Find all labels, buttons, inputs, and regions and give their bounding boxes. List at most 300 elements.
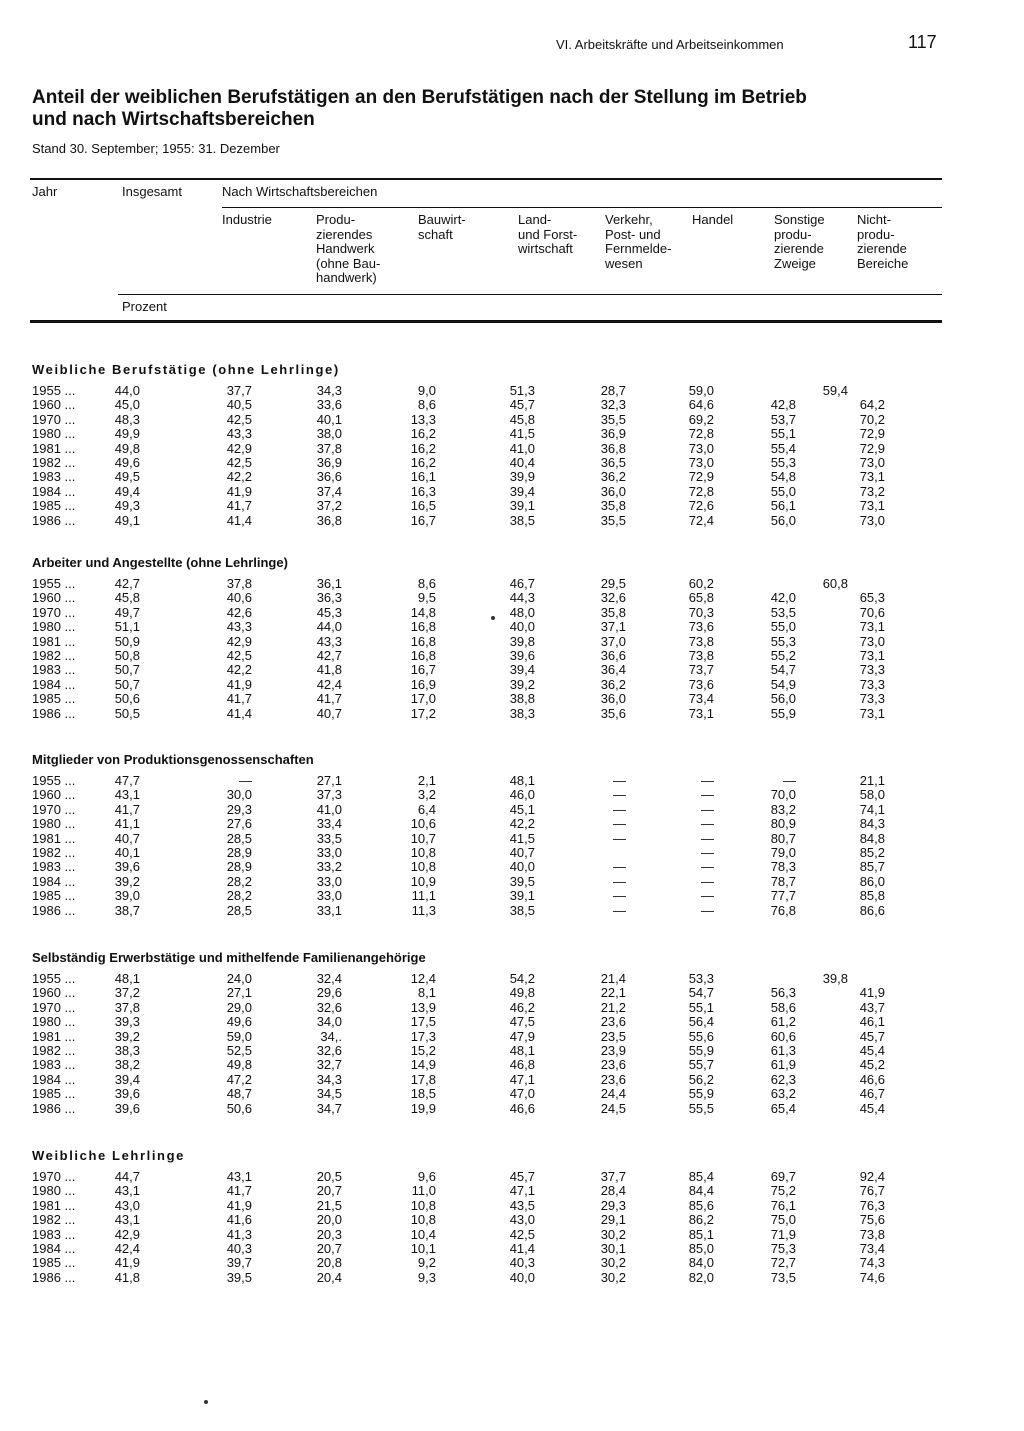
value-cell: 49,7 [114, 604, 140, 620]
value-cell: 42,4 [114, 1241, 140, 1256]
value-cell: 36,6 [316, 469, 342, 485]
value-cell: 43,7 [859, 999, 885, 1015]
value-cell: 40,3 [509, 1255, 535, 1271]
year-cell: 1984 ... [32, 676, 76, 692]
value-cell: 30,1 [600, 1241, 626, 1256]
value-cell: 39,8 [509, 633, 535, 649]
value-cell: 40,1 [114, 845, 140, 860]
value-cell: 16,5 [410, 498, 436, 514]
value-cell: 45,3 [316, 604, 342, 620]
value-cell: 43,0 [509, 1212, 535, 1228]
header-bottom-rule [30, 320, 942, 323]
value-cell: 42,9 [114, 1226, 140, 1242]
year-cell: 1984 ... [32, 873, 76, 889]
value-cell: 42,9 [226, 633, 252, 649]
section-title: Weibliche Berufstätige (ohne Lehrlinge) [32, 362, 340, 377]
value-cell: 39,6 [114, 1086, 140, 1102]
value-cell: 41,0 [316, 801, 342, 817]
value-cell: 34,5 [316, 1086, 342, 1102]
table-row [0, 514, 1024, 528]
value-cell: 30,0 [226, 787, 252, 803]
value-cell: 23,6 [600, 1071, 626, 1087]
value-cell: 37,8 [226, 576, 252, 591]
value-cell: 56,2 [688, 1071, 714, 1087]
value-cell: 41,7 [226, 498, 252, 514]
value-cell: 55,0 [770, 619, 796, 635]
value-cell: 73,1 [859, 498, 885, 514]
table-row [0, 1102, 1024, 1116]
value-cell: 39,1 [509, 498, 535, 514]
value-cell: 24,0 [226, 971, 252, 986]
year-cell: 1986 ... [32, 512, 76, 528]
value-cell: 41,7 [316, 691, 342, 707]
section-title: Arbeiter und Angestellte (ohne Lehrlinge) [32, 555, 288, 570]
value-cell: 45,7 [859, 1028, 885, 1044]
table-row [0, 485, 1024, 499]
value-cell: 73,3 [859, 676, 885, 692]
value-cell: 58,6 [770, 999, 796, 1015]
value-cell: 17,3 [410, 1028, 436, 1044]
value-cell: 49,8 [509, 985, 535, 1001]
value-cell: 84,4 [688, 1183, 714, 1199]
value-cell: 41,4 [226, 512, 252, 528]
value-cell: 53,5 [770, 604, 796, 620]
year-cell: 1986 ... [32, 705, 76, 721]
value-cell: 21,4 [600, 971, 626, 986]
value-cell: 42,6 [226, 604, 252, 620]
value-cell: 30,2 [600, 1255, 626, 1271]
year-cell: 1981 ... [32, 633, 76, 649]
value-cell: 38,5 [509, 512, 535, 528]
col-header-insgesamt: Insgesamt [122, 184, 182, 199]
table-title: Anteil der weiblichen Berufstätigen an den Berufstätigen nach der Stellung im Betrieb und nach Wirtschaftsbereichen [32, 87, 807, 130]
value-cell: 39,3 [114, 1014, 140, 1030]
value-cell: 37,8 [114, 999, 140, 1015]
value-cell: 28,4 [600, 1183, 626, 1199]
value-cell: 48,1 [509, 1043, 535, 1058]
value-cell: 56,0 [770, 691, 796, 707]
value-cell: 83,2 [770, 801, 796, 817]
value-cell: 73,8 [688, 648, 714, 663]
value-cell: — [613, 801, 626, 817]
table-row [0, 832, 1024, 846]
value-cell: 70,2 [859, 411, 885, 427]
value-cell: 41,8 [114, 1269, 140, 1285]
value-cell: 85,0 [688, 1241, 714, 1256]
value-cell: 85,6 [688, 1197, 714, 1213]
year-cell: 1981 ... [32, 1028, 76, 1044]
value-cell: 32,6 [316, 999, 342, 1015]
value-cell: 71,9 [770, 1226, 796, 1242]
year-cell: 1970 ... [32, 1169, 76, 1184]
value-cell: 42,5 [509, 1226, 535, 1242]
year-cell: 1982 ... [32, 455, 76, 470]
value-cell: 73,7 [688, 662, 714, 678]
value-cell: 86,6 [859, 902, 885, 918]
year-cell: 1960 ... [32, 590, 76, 606]
value-cell: 35,8 [600, 498, 626, 514]
value-cell: 72,7 [770, 1255, 796, 1271]
value-cell: 30,2 [600, 1226, 626, 1242]
value-cell: 39,5 [226, 1269, 252, 1285]
value-cell: 48,0 [509, 604, 535, 620]
value-cell: 49,5 [114, 469, 140, 485]
value-cell: 16,1 [410, 469, 436, 485]
value-cell: 46,0 [509, 787, 535, 803]
value-cell: 17,2 [410, 705, 436, 721]
year-cell: 1985 ... [32, 1255, 76, 1271]
value-cell: 10,6 [410, 816, 436, 832]
table-row [0, 1001, 1024, 1015]
year-cell: 1982 ... [32, 845, 76, 860]
value-cell: 36,0 [600, 691, 626, 707]
value-cell: 2,1 [417, 773, 436, 788]
table-row [0, 803, 1024, 817]
table-row [0, 1058, 1024, 1072]
year-cell: 1983 ... [32, 1057, 76, 1073]
value-cell: 72,9 [688, 469, 714, 485]
value-cell: 70,6 [859, 604, 885, 620]
value-cell: 45,7 [509, 1169, 535, 1184]
table-row [0, 427, 1024, 441]
unit-rule [118, 294, 942, 295]
value-cell: 15,2 [410, 1043, 436, 1058]
value-cell: 41,8 [316, 662, 342, 678]
value-cell: 42,7 [316, 648, 342, 663]
header-top-rule [30, 178, 942, 180]
year-cell: 1970 ... [32, 999, 76, 1015]
value-cell: 9,5 [417, 590, 436, 606]
value-cell: 45,1 [509, 801, 535, 817]
value-cell: 43,3 [226, 619, 252, 635]
table-subtitle: Stand 30. September; 1955: 31. Dezember [32, 141, 280, 156]
value-cell: 29,0 [226, 999, 252, 1015]
value-cell: 28,9 [226, 859, 252, 875]
year-cell: 1970 ... [32, 604, 76, 620]
table-row [0, 499, 1024, 513]
value-cell: 33,4 [316, 816, 342, 832]
value-cell: 50,8 [114, 648, 140, 663]
value-cell: 48,1 [114, 971, 140, 986]
value-cell: 73,1 [688, 705, 714, 721]
value-cell: 37,7 [226, 383, 252, 398]
scan-speck [204, 1400, 208, 1404]
value-cell: 32,4 [316, 971, 342, 986]
value-cell: 29,1 [600, 1212, 626, 1228]
value-cell: 74,6 [859, 1269, 885, 1285]
value-cell: 72,6 [688, 498, 714, 514]
col-header-land: Land- und Forst- wirtschaft [518, 212, 578, 256]
value-cell: — [701, 845, 714, 860]
value-cell: 55,0 [770, 483, 796, 499]
table-row [0, 1170, 1024, 1184]
value-cell: 72,9 [859, 426, 885, 442]
value-cell: 20,8 [316, 1255, 342, 1271]
table-row [0, 442, 1024, 456]
value-cell: 43,5 [509, 1197, 535, 1213]
value-cell: 30,2 [600, 1269, 626, 1285]
value-cell: 72,4 [688, 512, 714, 528]
value-cell: 38,7 [114, 902, 140, 918]
value-cell: 42,9 [226, 440, 252, 456]
year-cell: 1955 ... [32, 971, 76, 986]
value-cell: 50,7 [114, 676, 140, 692]
value-cell: 32,3 [600, 397, 626, 413]
value-cell: 78,3 [770, 859, 796, 875]
value-cell: 16,8 [410, 648, 436, 663]
value-cell: 38,3 [114, 1043, 140, 1058]
value-cell: 39,1 [509, 888, 535, 904]
value-cell: 36,8 [600, 440, 626, 456]
value-cell: 55,2 [770, 648, 796, 663]
value-cell: 39,2 [509, 676, 535, 692]
value-cell: 16,2 [410, 455, 436, 470]
value-cell: 16,3 [410, 483, 436, 499]
year-cell: 1960 ... [32, 397, 76, 413]
table-row [0, 606, 1024, 620]
value-cell: 54,7 [688, 985, 714, 1001]
value-cell: 65,3 [859, 590, 885, 606]
value-cell: 48,1 [509, 773, 535, 788]
value-cell: 64,6 [688, 397, 714, 413]
value-cell: 44,0 [114, 383, 140, 398]
value-cell: 72,8 [688, 426, 714, 442]
value-cell: 24,4 [600, 1086, 626, 1102]
value-cell: 41,1 [114, 816, 140, 832]
value-cell: 35,5 [600, 411, 626, 427]
value-cell: 41,5 [509, 830, 535, 846]
table-row [0, 1030, 1024, 1044]
value-cell: 50,5 [114, 705, 140, 721]
value-cell: 50,6 [114, 691, 140, 707]
value-cell: 45,7 [509, 397, 535, 413]
value-cell: 19,9 [410, 1100, 436, 1116]
value-cell: 39,0 [114, 888, 140, 904]
value-cell: 73,3 [859, 691, 885, 707]
year-cell: 1980 ... [32, 619, 76, 635]
value-cell: — [239, 773, 252, 788]
value-cell: 34,7 [316, 1100, 342, 1116]
section-title: Selbständig Erwerbstätige und mithelfende Familienangehörige [32, 950, 426, 965]
value-cell: 21,1 [859, 773, 885, 788]
value-cell: 18,5 [410, 1086, 436, 1102]
col-header-industrie: Industrie [222, 212, 272, 227]
value-cell: 16,7 [410, 662, 436, 678]
table-row [0, 1073, 1024, 1087]
running-header: VI. Arbeitskräfte und Arbeitseinkommen [556, 37, 784, 52]
value-cell: 17,8 [410, 1071, 436, 1087]
year-cell: 1970 ... [32, 801, 76, 817]
year-cell: 1984 ... [32, 483, 76, 499]
value-cell: 43,3 [316, 633, 342, 649]
table-row [0, 1228, 1024, 1242]
unit-label: Prozent [122, 299, 167, 314]
value-cell: 55,7 [688, 1057, 714, 1073]
value-cell: 86,0 [859, 873, 885, 889]
value-cell: 39,2 [114, 873, 140, 889]
value-cell: 16,7 [410, 512, 436, 528]
value-cell: 36,5 [600, 455, 626, 470]
table-row [0, 817, 1024, 831]
value-cell: 41,7 [226, 1183, 252, 1199]
table-row [0, 470, 1024, 484]
year-cell: 1980 ... [32, 816, 76, 832]
page-number: 117 [908, 32, 937, 52]
year-cell: 1980 ... [32, 426, 76, 442]
value-cell: 39,6 [114, 1100, 140, 1116]
value-cell: 43,1 [114, 1212, 140, 1228]
value-cell: 14,8 [410, 604, 436, 620]
value-cell: 33,5 [316, 830, 342, 846]
value-cell: 35,6 [600, 705, 626, 721]
value-cell: 27,1 [316, 773, 342, 788]
value-cell: 73,4 [688, 691, 714, 707]
value-cell: — [701, 888, 714, 904]
value-cell: — [701, 801, 714, 817]
value-cell: 49,8 [226, 1057, 252, 1073]
value-cell: 37,4 [316, 483, 342, 499]
value-cell: 41,0 [509, 440, 535, 456]
value-cell: 40,5 [226, 397, 252, 413]
value-cell: 61,2 [770, 1014, 796, 1030]
value-cell: 51,3 [509, 383, 535, 398]
value-cell: 49,3 [114, 498, 140, 514]
value-cell: 37,1 [600, 619, 626, 635]
value-cell: 29,3 [226, 801, 252, 817]
value-cell: 40,0 [509, 1269, 535, 1285]
col-header-sonstige: Sonstige produ- zierende Zweige [774, 212, 825, 271]
value-cell: 10,8 [410, 1197, 436, 1213]
value-cell: 20,4 [316, 1269, 342, 1285]
value-cell: 76,7 [859, 1183, 885, 1199]
value-cell: 40,7 [114, 830, 140, 846]
value-cell: 21,2 [600, 999, 626, 1015]
value-cell: 33,2 [316, 859, 342, 875]
value-cell: 43,0 [114, 1197, 140, 1213]
value-cell: — [701, 830, 714, 846]
table-row [0, 1271, 1024, 1285]
value-cell: 33,0 [316, 888, 342, 904]
year-cell: 1986 ... [32, 1269, 76, 1285]
value-cell: — [613, 816, 626, 832]
value-cell: — [613, 773, 626, 788]
value-cell: 75,3 [770, 1241, 796, 1256]
value-cell: 73,2 [859, 483, 885, 499]
value-cell: 33,0 [316, 845, 342, 860]
value-cell: 47,7 [114, 773, 140, 788]
value-cell: 28,5 [226, 830, 252, 846]
table-row [0, 1044, 1024, 1058]
table-row [0, 663, 1024, 677]
value-cell: 34,3 [316, 1071, 342, 1087]
value-cell: 80,9 [770, 816, 796, 832]
value-cell: 8,1 [417, 985, 436, 1001]
value-cell: 41,3 [226, 1226, 252, 1242]
table-row [0, 707, 1024, 721]
value-cell: 41,5 [509, 426, 535, 442]
value-cell: 73,0 [859, 512, 885, 528]
value-cell: 56,3 [770, 985, 796, 1001]
table-row [0, 846, 1024, 860]
year-cell: 1983 ... [32, 1226, 76, 1242]
value-cell: 73,0 [688, 440, 714, 456]
section-title: Weibliche Lehrlinge [32, 1148, 185, 1163]
year-cell: 1985 ... [32, 1086, 76, 1102]
value-cell: 86,2 [688, 1212, 714, 1228]
value-cell: 55,3 [770, 633, 796, 649]
value-cell: 9,0 [417, 383, 436, 398]
value-cell: 48,3 [114, 411, 140, 427]
value-cell: 45,8 [509, 411, 535, 427]
value-cell: — [613, 787, 626, 803]
year-cell: 1980 ... [32, 1183, 76, 1199]
value-cell: 50,6 [226, 1100, 252, 1116]
value-cell: 37,2 [114, 985, 140, 1001]
value-cell: 8,6 [417, 576, 436, 591]
value-cell: — [701, 859, 714, 875]
value-cell: 73,5 [770, 1269, 796, 1285]
value-cell: 49,1 [114, 512, 140, 528]
value-cell: 41,4 [509, 1241, 535, 1256]
value-cell: 41,6 [226, 1212, 252, 1228]
value-cell: 38,0 [316, 426, 342, 442]
value-cell: 54,8 [770, 469, 796, 485]
value-cell: 21,5 [316, 1197, 342, 1213]
year-cell: 1985 ... [32, 498, 76, 514]
value-cell: 38,8 [509, 691, 535, 707]
value-cell: 44,0 [316, 619, 342, 635]
year-cell: 1986 ... [32, 1100, 76, 1116]
value-cell: 42,2 [226, 469, 252, 485]
value-cell: 39,6 [509, 648, 535, 663]
value-cell: 38,3 [509, 705, 535, 721]
value-cell: 29,3 [600, 1197, 626, 1213]
year-cell: 1984 ... [32, 1071, 76, 1087]
value-cell: 64,2 [859, 397, 885, 413]
value-cell: 8,6 [417, 397, 436, 413]
value-cell: 43,1 [114, 787, 140, 803]
value-cell: 34,. [320, 1028, 342, 1044]
value-cell: 42,5 [226, 455, 252, 470]
value-cell: 84,3 [859, 816, 885, 832]
year-cell: 1955 ... [32, 576, 76, 591]
table-row [0, 398, 1024, 412]
table-row [0, 860, 1024, 874]
value-cell: 59,4 [822, 383, 848, 398]
value-cell: 41,9 [226, 1197, 252, 1213]
value-cell: 10,7 [410, 830, 436, 846]
value-cell: 53,3 [688, 971, 714, 986]
value-cell: 47,5 [509, 1014, 535, 1030]
value-cell: 48,7 [226, 1086, 252, 1102]
value-cell: 28,2 [226, 873, 252, 889]
value-cell: 39,2 [114, 1028, 140, 1044]
value-cell: 16,8 [410, 633, 436, 649]
table-row [0, 649, 1024, 663]
value-cell: 55,1 [770, 426, 796, 442]
value-cell: 47,2 [226, 1071, 252, 1087]
value-cell: 40,3 [226, 1241, 252, 1256]
value-cell: 41,7 [226, 691, 252, 707]
value-cell: 36,1 [316, 576, 342, 591]
value-cell: 49,8 [114, 440, 140, 456]
table-row [0, 678, 1024, 692]
table-row [0, 788, 1024, 802]
table-row [0, 889, 1024, 903]
value-cell: 74,1 [859, 801, 885, 817]
value-cell: 29,6 [316, 985, 342, 1001]
table-row [0, 692, 1024, 706]
